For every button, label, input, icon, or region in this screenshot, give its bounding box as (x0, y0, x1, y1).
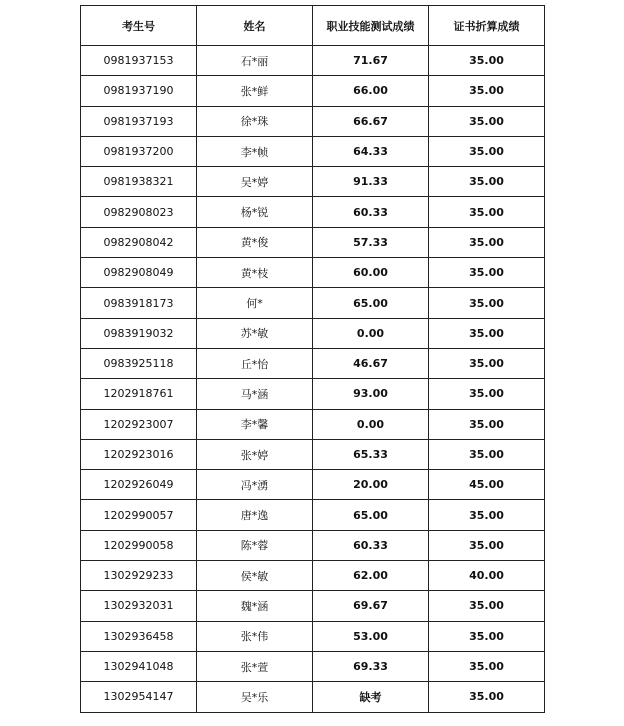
exam-id-cell: 0982908023 (81, 197, 197, 227)
table-row (81, 348, 545, 378)
name-cell: 陈*蓉 (197, 530, 313, 560)
name-cell: 黄*枝 (197, 258, 313, 288)
certificate-score-cell: 35.00 (429, 348, 545, 378)
name-cell: 丘*怡 (197, 348, 313, 378)
skill-score-cell: 65.33 (313, 439, 429, 469)
table-row (81, 439, 545, 469)
exam-id-cell: 1202990058 (81, 530, 197, 560)
skill-score-cell: 46.67 (313, 348, 429, 378)
skill-score-cell: 0.00 (313, 318, 429, 348)
table-row (81, 46, 545, 76)
certificate-score-cell: 35.00 (429, 197, 545, 227)
exam-id-cell: 0981938321 (81, 167, 197, 197)
name-cell: 张*萱 (197, 651, 313, 681)
certificate-score-cell: 35.00 (429, 439, 545, 469)
table-row (81, 409, 545, 439)
name-cell: 侯*敏 (197, 561, 313, 591)
name-cell: 吴*婷 (197, 167, 313, 197)
table-row (81, 197, 545, 227)
exam-id-cell: 1202990057 (81, 500, 197, 530)
certificate-score-cell: 35.00 (429, 318, 545, 348)
certificate-score-cell: 35.00 (429, 530, 545, 560)
certificate-score-cell: 35.00 (429, 167, 545, 197)
name-cell: 唐*逸 (197, 500, 313, 530)
skill-score-cell: 65.00 (313, 288, 429, 318)
certificate-score-cell: 40.00 (429, 561, 545, 591)
table-row (81, 561, 545, 591)
table-row (81, 258, 545, 288)
score-table (80, 5, 545, 713)
name-cell: 石*丽 (197, 46, 313, 76)
table-row (81, 379, 545, 409)
header-exam-id: 考生号 (81, 6, 197, 46)
table-row (81, 76, 545, 106)
table-row (81, 682, 545, 712)
table-row (81, 318, 545, 348)
skill-score-cell: 57.33 (313, 227, 429, 257)
name-cell: 张*鲜 (197, 76, 313, 106)
exam-id-cell: 1302936458 (81, 621, 197, 651)
name-cell: 李*馨 (197, 409, 313, 439)
certificate-score-cell: 35.00 (429, 500, 545, 530)
exam-id-cell: 1202918761 (81, 379, 197, 409)
certificate-score-cell: 35.00 (429, 76, 545, 106)
exam-id-cell: 1302932031 (81, 591, 197, 621)
skill-score-cell: 0.00 (313, 409, 429, 439)
skill-score-cell: 64.33 (313, 136, 429, 166)
exam-id-cell: 1302941048 (81, 651, 197, 681)
table-row (81, 621, 545, 651)
name-cell: 张*伟 (197, 621, 313, 651)
exam-id-cell: 0983925118 (81, 348, 197, 378)
name-cell: 冯*湧 (197, 470, 313, 500)
name-cell: 苏*敏 (197, 318, 313, 348)
name-cell: 马*涵 (197, 379, 313, 409)
exam-id-cell: 1302954147 (81, 682, 197, 712)
skill-score-cell: 65.00 (313, 500, 429, 530)
certificate-score-cell: 35.00 (429, 136, 545, 166)
skill-score-cell: 71.67 (313, 46, 429, 76)
exam-id-cell: 0981937190 (81, 76, 197, 106)
certificate-score-cell: 35.00 (429, 682, 545, 712)
table-row (81, 591, 545, 621)
name-cell: 徐*珠 (197, 106, 313, 136)
table-row (81, 651, 545, 681)
skill-score-cell: 20.00 (313, 470, 429, 500)
certificate-score-cell: 35.00 (429, 591, 545, 621)
certificate-score-cell: 35.00 (429, 46, 545, 76)
exam-id-cell: 0981937193 (81, 106, 197, 136)
name-cell: 李*帧 (197, 136, 313, 166)
certificate-score-cell: 35.00 (429, 651, 545, 681)
header-certificate-score: 证书折算成绩 (429, 6, 545, 46)
certificate-score-cell: 35.00 (429, 106, 545, 136)
exam-id-cell: 0982908049 (81, 258, 197, 288)
exam-id-cell: 1202926049 (81, 470, 197, 500)
table-row (81, 227, 545, 257)
exam-id-cell: 0983919032 (81, 318, 197, 348)
exam-id-cell: 0981937200 (81, 136, 197, 166)
certificate-score-cell: 35.00 (429, 621, 545, 651)
certificate-score-cell: 35.00 (429, 227, 545, 257)
exam-id-cell: 1202923007 (81, 409, 197, 439)
name-cell: 何* (197, 288, 313, 318)
table-row (81, 500, 545, 530)
table-row (81, 530, 545, 560)
skill-score-cell: 53.00 (313, 621, 429, 651)
exam-id-cell: 0982908042 (81, 227, 197, 257)
skill-score-cell: 60.33 (313, 197, 429, 227)
skill-score-cell: 缺考 (313, 682, 429, 712)
table-row (81, 288, 545, 318)
skill-score-cell: 66.67 (313, 106, 429, 136)
skill-score-cell: 66.00 (313, 76, 429, 106)
table-header-row (81, 6, 545, 46)
skill-score-cell: 69.67 (313, 591, 429, 621)
exam-id-cell: 1302929233 (81, 561, 197, 591)
header-skill-score: 职业技能测试成绩 (313, 6, 429, 46)
skill-score-cell: 62.00 (313, 561, 429, 591)
name-cell: 黄*俊 (197, 227, 313, 257)
certificate-score-cell: 35.00 (429, 409, 545, 439)
certificate-score-cell: 35.00 (429, 379, 545, 409)
name-cell: 张*婷 (197, 439, 313, 469)
header-name: 姓名 (197, 6, 313, 46)
name-cell: 杨*锐 (197, 197, 313, 227)
skill-score-cell: 69.33 (313, 651, 429, 681)
skill-score-cell: 60.00 (313, 258, 429, 288)
skill-score-cell: 60.33 (313, 530, 429, 560)
exam-id-cell: 0983918173 (81, 288, 197, 318)
exam-id-cell: 0981937153 (81, 46, 197, 76)
certificate-score-cell: 35.00 (429, 288, 545, 318)
table-row (81, 470, 545, 500)
certificate-score-cell: 35.00 (429, 258, 545, 288)
exam-id-cell: 1202923016 (81, 439, 197, 469)
certificate-score-cell: 45.00 (429, 470, 545, 500)
skill-score-cell: 93.00 (313, 379, 429, 409)
name-cell: 魏*涵 (197, 591, 313, 621)
table-row (81, 106, 545, 136)
skill-score-cell: 91.33 (313, 167, 429, 197)
table-row (81, 167, 545, 197)
table-row (81, 136, 545, 166)
name-cell: 吴*乐 (197, 682, 313, 712)
